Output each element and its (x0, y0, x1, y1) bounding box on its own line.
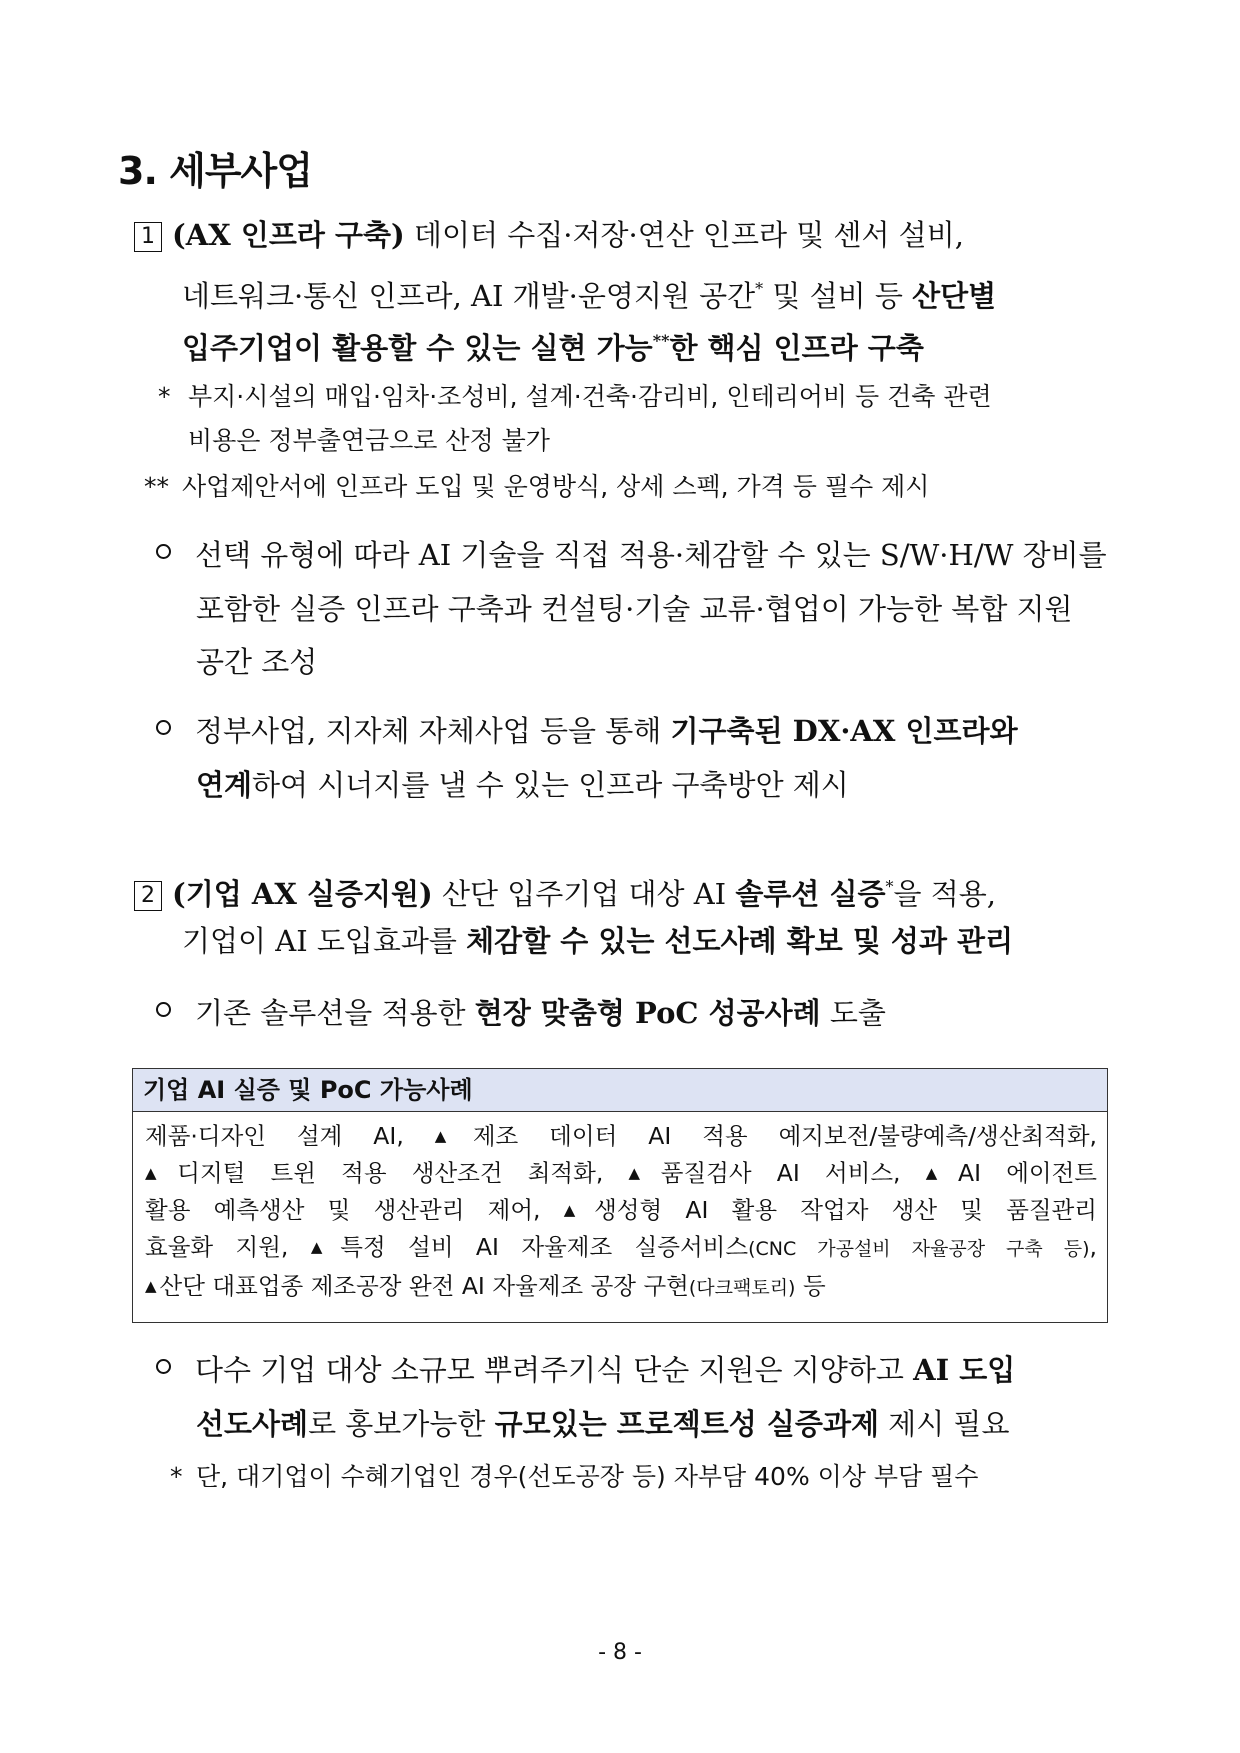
item2-bullet2-line2-text-b: 제시 필요 (878, 1407, 1010, 1441)
example-text: 디지털 트윈 적용 생산조건 최적화, (177, 1159, 629, 1187)
example-small-text: (CNC 가공설비 자율공장 구축 등) (748, 1238, 1090, 1260)
example-box (132, 1068, 1108, 1323)
example-text: 제조 데이터 AI 적용 예지보전/불량예측/생산최적화, (472, 1122, 1098, 1150)
item1-note1-line2: 비용은 정부출연금으로 산정 불가 (188, 426, 550, 455)
triangle-bullet-icon: ▲ (310, 1238, 338, 1256)
footnote-marker: * (885, 877, 894, 896)
item2-bullet1-bold: 현장 맞춤형 PoC 성공사례 (474, 996, 821, 1030)
item2-bullet2-line1-bold: AI 도입 (913, 1353, 1016, 1387)
page-number: - 8 - (598, 1640, 642, 1665)
item2-bullet2-line2-bold-a: 선도사례 (196, 1407, 309, 1441)
triangle-bullet-icon: ▲ (563, 1201, 592, 1219)
item2-number-box: 2 (134, 881, 162, 911)
item1-note1-line1: 부지·시설의 매입·임차·조성비, 설계·건축·감리비, 인테리어비 등 건축 관련 (188, 382, 992, 411)
item1-bullet2-line1-bold: 기구축된 DX·AX 인프라와 (670, 714, 1018, 748)
footnote-marker: ** (652, 331, 670, 350)
example-text: 생성형 AI 활용 작업자 생산 및 품질관리 (594, 1196, 1098, 1224)
item2-line1-bold: 솔루션 실증 (735, 877, 886, 911)
item2-bullet1-text: 기존 솔루션을 적용한 (195, 996, 475, 1030)
item2-heading: (기업 AX 실증지원) (172, 877, 433, 911)
item1-heading: (AX 인프라 구축) (172, 218, 405, 252)
example-box-body (133, 1112, 1107, 1307)
bullet-circle-icon (156, 1002, 171, 1017)
item1-bullet1-line1-text: 선택 유형에 따라 AI 기술을 직접 적용·체감할 수 있는 S/W·H/W 장비를 (195, 538, 1107, 572)
item2-line1-text-b: 을 적용, (893, 877, 996, 911)
item1-line1 (134, 216, 1108, 254)
triangle-bullet-icon: ▲ (434, 1127, 470, 1145)
item2-line1-text: 산단 입주기업 대상 AI (432, 877, 736, 911)
item2-bullet2-line2-text: 로 홍보가능한 (308, 1407, 495, 1441)
bullet-circle-icon (156, 1359, 171, 1374)
item1-bullet1-line2: 포함한 실증 인프라 구축과 컨설팅·기술 교류·협업이 가능한 복합 지원 (196, 592, 1073, 626)
item1-line2 (182, 270, 996, 315)
example-small-text: (다크팩토리) (688, 1277, 796, 1299)
example-text: , (1089, 1233, 1097, 1261)
item1-number-box: 1 (134, 222, 162, 252)
item2-note-mark: * (170, 1462, 183, 1491)
example-line-1 (145, 1118, 1097, 1155)
section-title: 3. 세부사업 (118, 149, 312, 193)
item2-bullet1 (156, 994, 886, 1032)
example-text: 특정 설비 AI 자율제조 실증서비스 (340, 1233, 749, 1261)
bullet-circle-icon (156, 544, 171, 559)
example-line-2 (145, 1155, 1097, 1192)
item1-line2-text-b: 및 설비 등 (763, 279, 913, 313)
example-text: 등 (795, 1272, 826, 1300)
item2-bullet2-line2 (196, 1405, 1009, 1443)
item1-bullet2-line1-text: 정부사업, 지자체 자체사업 등을 통해 (195, 714, 671, 748)
item1-bullet1-line3: 공간 조성 (196, 645, 318, 679)
triangle-bullet-icon: ▲ (628, 1164, 658, 1182)
bullet-circle-icon (156, 720, 171, 735)
example-text: 산단 대표업종 제조공장 완전 AI 자율제조 공장 구현 (159, 1272, 689, 1300)
item2-bullet1-text-b: 도출 (820, 996, 886, 1030)
triangle-bullet-icon: ▲ (925, 1164, 955, 1182)
footnote-marker: * (755, 279, 764, 298)
item1-bullet2-line2-text: 하여 시너지를 낼 수 있는 인프라 구축방안 제시 (252, 768, 849, 802)
item1-bullet2-line1 (156, 712, 1018, 750)
item2-note-text: 단, 대기업이 수혜기업인 경우(선도공장 등) 자부담 40% 이상 부담 필수 (196, 1462, 979, 1491)
example-text: 품질검사 AI 서비스, (660, 1159, 926, 1187)
example-text: 제품·디자인 설계 AI, (145, 1122, 435, 1150)
item1-bullet2-line2 (196, 766, 849, 804)
example-line-4 (145, 1229, 1097, 1268)
item2-bullet2-line1 (156, 1351, 1015, 1389)
item1-note2-mark: ** (144, 472, 169, 501)
example-box-header: 기업 AI 실증 및 PoC 가능사례 (133, 1069, 1107, 1112)
item1-line2-text: 네트워크·통신 인프라, AI 개발·운영지원 공간 (182, 279, 756, 313)
item1-bullet1-line1 (156, 536, 1107, 574)
example-line-3 (145, 1192, 1097, 1229)
example-text: 활용 예측생산 및 생산관리 제어, (145, 1196, 564, 1224)
item1-line3-bold-b: 한 핵심 인프라 구축 (669, 331, 924, 365)
triangle-bullet-icon: ▲ (145, 1164, 175, 1182)
item1-line3 (182, 322, 924, 367)
item2-line2 (182, 922, 1013, 960)
item2-line1 (134, 868, 996, 913)
example-text: AI 에이전트 (958, 1159, 1098, 1187)
triangle-bullet-icon: ▲ (145, 1277, 157, 1295)
item1-note2-text: 사업제안서에 인프라 도입 및 운영방식, 상세 스펙, 가격 등 필수 제시 (182, 472, 930, 501)
item1-note1-mark: * (158, 382, 171, 411)
item1-line3-bold-a: 입주기업이 활용할 수 있는 실현 가능 (182, 331, 653, 365)
item2-bullet2-line2-bold-c: 규모있는 프로젝트성 실증과제 (494, 1407, 879, 1441)
item1-bullet2-line2-bold: 연계 (196, 768, 253, 802)
example-text: 효율화 지원, (145, 1233, 311, 1261)
item1-line1-text: 데이터 수집·저장·연산 인프라 및 센서 설비, (404, 218, 964, 252)
example-line-5 (145, 1268, 1097, 1307)
item2-line2-bold: 체감할 수 있는 선도사례 확보 및 성과 관리 (466, 924, 1014, 958)
item1-line2-bold: 산단별 (912, 279, 997, 313)
item2-bullet2-line1-text: 다수 기업 대상 소규모 뿌려주기식 단순 지원은 지양하고 (195, 1353, 914, 1387)
item2-line2-text: 기업이 AI 도입효과를 (182, 924, 467, 958)
